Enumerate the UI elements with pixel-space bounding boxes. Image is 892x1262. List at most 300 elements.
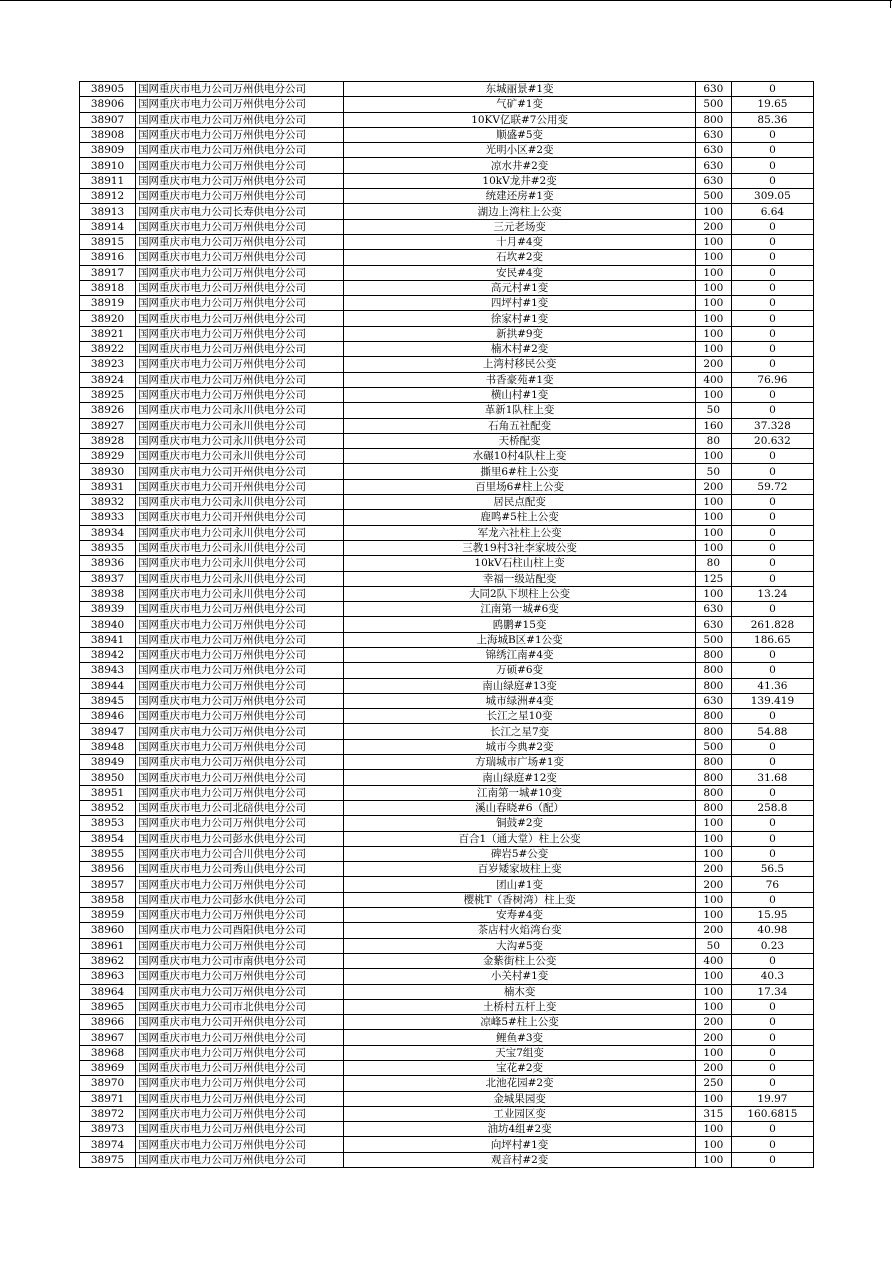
row-id-cell: 38912 <box>80 189 136 204</box>
row-id-cell: 38930 <box>80 464 136 479</box>
row-id-cell: 38967 <box>80 1030 136 1045</box>
row-id-cell: 38943 <box>80 663 136 678</box>
table-row <box>80 647 814 662</box>
transformer-name-cell: 天宝7组变 <box>344 1045 695 1060</box>
capacity-cell: 100 <box>695 540 731 555</box>
table-row <box>80 510 814 525</box>
transformer-name-cell: 新拱#9变 <box>344 326 695 341</box>
transformer-name-cell: 10kV龙井#2变 <box>344 173 695 188</box>
company-cell: 国网重庆市电力公司万州供电分公司 <box>136 724 344 739</box>
transformer-name-cell: 铜鼓#2变 <box>344 816 695 831</box>
table-row <box>80 204 814 219</box>
row-id-cell: 38952 <box>80 800 136 815</box>
row-id-cell: 38954 <box>80 831 136 846</box>
company-cell: 国网重庆市电力公司万州供电分公司 <box>136 311 344 326</box>
value-cell: 139.419 <box>731 693 813 708</box>
value-cell: 0 <box>731 464 813 479</box>
company-cell: 国网重庆市电力公司万州供电分公司 <box>136 1091 344 1106</box>
table-row <box>80 877 814 892</box>
value-cell: 0 <box>731 755 813 770</box>
transformer-name-cell: 南山绿庭#12变 <box>344 770 695 785</box>
company-cell: 国网重庆市电力公司秀山供电分公司 <box>136 862 344 877</box>
table-row <box>80 846 814 861</box>
company-cell: 国网重庆市电力公司开州供电分公司 <box>136 464 344 479</box>
row-id-cell: 38917 <box>80 265 136 280</box>
transformer-name-cell: 江南第一城#6变 <box>344 602 695 617</box>
row-id-cell: 38955 <box>80 846 136 861</box>
company-cell: 国网重庆市电力公司万州供电分公司 <box>136 1076 344 1091</box>
transformer-name-cell: 石坎#2变 <box>344 250 695 265</box>
company-cell: 国网重庆市电力公司万州供电分公司 <box>136 372 344 387</box>
capacity-cell: 50 <box>695 403 731 418</box>
row-id-cell: 38959 <box>80 908 136 923</box>
capacity-cell: 100 <box>695 265 731 280</box>
value-cell: 19.65 <box>731 97 813 112</box>
row-id-cell: 38969 <box>80 1061 136 1076</box>
table-row <box>80 1122 814 1137</box>
company-cell: 国网重庆市电力公司市南供电分公司 <box>136 953 344 968</box>
company-cell: 国网重庆市电力公司永川供电分公司 <box>136 571 344 586</box>
company-cell: 国网重庆市电力公司万州供电分公司 <box>136 663 344 678</box>
table-row <box>80 969 814 984</box>
value-cell: 31.68 <box>731 770 813 785</box>
row-id-cell: 38939 <box>80 602 136 617</box>
capacity-cell: 50 <box>695 464 731 479</box>
transformer-name-cell: 油坊4组#2变 <box>344 1122 695 1137</box>
transformer-name-cell: 楠木村#2变 <box>344 342 695 357</box>
row-id-cell: 38974 <box>80 1137 136 1152</box>
table-row <box>80 1076 814 1091</box>
value-cell: 0 <box>731 143 813 158</box>
transformer-name-cell: 上湾村移民公变 <box>344 357 695 372</box>
table-row <box>80 892 814 907</box>
capacity-cell: 100 <box>695 1045 731 1060</box>
table-body <box>80 82 814 1168</box>
capacity-cell: 800 <box>695 724 731 739</box>
row-id-cell: 38948 <box>80 739 136 754</box>
row-id-cell: 38932 <box>80 495 136 510</box>
value-cell: 309.05 <box>731 189 813 204</box>
company-cell: 国网重庆市电力公司万州供电分公司 <box>136 173 344 188</box>
value-cell: 0 <box>731 265 813 280</box>
company-cell: 国网重庆市电力公司万州供电分公司 <box>136 1152 344 1167</box>
capacity-cell: 800 <box>695 678 731 693</box>
row-id-cell: 38911 <box>80 173 136 188</box>
company-cell: 国网重庆市电力公司万州供电分公司 <box>136 1137 344 1152</box>
company-cell: 国网重庆市电力公司万州供电分公司 <box>136 326 344 341</box>
table-row <box>80 143 814 158</box>
company-cell: 国网重庆市电力公司永川供电分公司 <box>136 586 344 601</box>
table-row <box>80 571 814 586</box>
row-id-cell: 38906 <box>80 97 136 112</box>
table-row <box>80 556 814 571</box>
row-id-cell: 38970 <box>80 1076 136 1091</box>
company-cell: 国网重庆市电力公司万州供电分公司 <box>136 877 344 892</box>
capacity-cell: 800 <box>695 800 731 815</box>
value-cell: 0 <box>731 280 813 295</box>
table-row <box>80 418 814 433</box>
transformer-name-cell: 城市绿洲#4变 <box>344 693 695 708</box>
transformer-name-cell: 安寿#4变 <box>344 908 695 923</box>
company-cell: 国网重庆市电力公司万州供电分公司 <box>136 785 344 800</box>
value-cell: 56.5 <box>731 862 813 877</box>
value-cell: 160.6815 <box>731 1106 813 1121</box>
capacity-cell: 100 <box>695 908 731 923</box>
value-cell: 85.36 <box>731 112 813 127</box>
company-cell: 国网重庆市电力公司万州供电分公司 <box>136 1106 344 1121</box>
capacity-cell: 630 <box>695 693 731 708</box>
capacity-cell: 400 <box>695 953 731 968</box>
table-row <box>80 632 814 647</box>
transformer-name-cell: 楠木变 <box>344 984 695 999</box>
table-row <box>80 173 814 188</box>
row-id-cell: 38916 <box>80 250 136 265</box>
row-id-cell: 38920 <box>80 311 136 326</box>
company-cell: 国网重庆市电力公司彭水供电分公司 <box>136 831 344 846</box>
value-cell: 0 <box>731 495 813 510</box>
capacity-cell: 100 <box>695 326 731 341</box>
capacity-cell: 200 <box>695 1030 731 1045</box>
transformer-name-cell: 幸福一级站配变 <box>344 571 695 586</box>
value-cell: 0 <box>731 357 813 372</box>
value-cell: 0 <box>731 1122 813 1137</box>
capacity-cell: 800 <box>695 770 731 785</box>
table-row <box>80 785 814 800</box>
row-id-cell: 38940 <box>80 617 136 632</box>
capacity-cell: 200 <box>695 357 731 372</box>
table-row <box>80 1045 814 1060</box>
value-cell: 0 <box>731 234 813 249</box>
company-cell: 国网重庆市电力公司永川供电分公司 <box>136 495 344 510</box>
capacity-cell: 400 <box>695 372 731 387</box>
table-row <box>80 862 814 877</box>
company-cell: 国网重庆市电力公司万州供电分公司 <box>136 1061 344 1076</box>
table-row <box>80 908 814 923</box>
value-cell: 0 <box>731 449 813 464</box>
value-cell: 0 <box>731 831 813 846</box>
value-cell: 0 <box>731 510 813 525</box>
company-cell: 国网重庆市电力公司万州供电分公司 <box>136 296 344 311</box>
value-cell: 0 <box>731 556 813 571</box>
row-id-cell: 38924 <box>80 372 136 387</box>
transformer-capacity-table <box>79 81 814 1168</box>
table-row <box>80 296 814 311</box>
company-cell: 国网重庆市电力公司万州供电分公司 <box>136 693 344 708</box>
company-cell: 国网重庆市电力公司合川供电分公司 <box>136 846 344 861</box>
row-id-cell: 38928 <box>80 433 136 448</box>
value-cell: 0 <box>731 311 813 326</box>
table-row <box>80 709 814 724</box>
table-row <box>80 280 814 295</box>
value-cell: 0 <box>731 525 813 540</box>
capacity-cell: 100 <box>695 892 731 907</box>
capacity-cell: 500 <box>695 739 731 754</box>
company-cell: 国网重庆市电力公司永川供电分公司 <box>136 449 344 464</box>
company-cell: 国网重庆市电力公司万州供电分公司 <box>136 709 344 724</box>
row-id-cell: 38975 <box>80 1152 136 1167</box>
capacity-cell: 100 <box>695 969 731 984</box>
row-id-cell: 38941 <box>80 632 136 647</box>
table-row <box>80 1015 814 1030</box>
row-id-cell: 38915 <box>80 234 136 249</box>
company-cell: 国网重庆市电力公司万州供电分公司 <box>136 969 344 984</box>
transformer-name-cell: 茶店村火焰湾台变 <box>344 923 695 938</box>
company-cell: 国网重庆市电力公司万州供电分公司 <box>136 97 344 112</box>
capacity-cell: 315 <box>695 1106 731 1121</box>
value-cell: 0 <box>731 158 813 173</box>
company-cell: 国网重庆市电力公司万州供电分公司 <box>136 158 344 173</box>
row-id-cell: 38971 <box>80 1091 136 1106</box>
row-id-cell: 38960 <box>80 923 136 938</box>
table-row <box>80 265 814 280</box>
capacity-cell: 630 <box>695 127 731 142</box>
capacity-cell: 200 <box>695 1061 731 1076</box>
company-cell: 国网重庆市电力公司万州供电分公司 <box>136 678 344 693</box>
value-cell: 0 <box>731 602 813 617</box>
company-cell: 国网重庆市电力公司万州供电分公司 <box>136 82 344 97</box>
transformer-name-cell: 长江之星10变 <box>344 709 695 724</box>
transformer-name-cell: 碑岩5#公变 <box>344 846 695 861</box>
table-row <box>80 372 814 387</box>
table-row <box>80 693 814 708</box>
row-id-cell: 38963 <box>80 969 136 984</box>
company-cell: 国网重庆市电力公司万州供电分公司 <box>136 908 344 923</box>
row-id-cell: 38956 <box>80 862 136 877</box>
transformer-name-cell: 光明小区#2变 <box>344 143 695 158</box>
capacity-cell: 500 <box>695 189 731 204</box>
row-id-cell: 38942 <box>80 647 136 662</box>
row-id-cell: 38931 <box>80 479 136 494</box>
transformer-name-cell: 南山绿庭#13变 <box>344 678 695 693</box>
row-id-cell: 38907 <box>80 112 136 127</box>
company-cell: 国网重庆市电力公司万州供电分公司 <box>136 739 344 754</box>
table-row <box>80 953 814 968</box>
transformer-name-cell: 锦绣江南#4变 <box>344 647 695 662</box>
transformer-name-cell: 观音村#2变 <box>344 1152 695 1167</box>
row-id-cell: 38947 <box>80 724 136 739</box>
company-cell: 国网重庆市电力公司永川供电分公司 <box>136 418 344 433</box>
capacity-cell: 100 <box>695 449 731 464</box>
value-cell: 0 <box>731 296 813 311</box>
capacity-cell: 80 <box>695 556 731 571</box>
transformer-name-cell: 统建还房#1变 <box>344 189 695 204</box>
capacity-cell: 100 <box>695 999 731 1014</box>
transformer-name-cell: 水碾10村4队柱上变 <box>344 449 695 464</box>
table-row <box>80 831 814 846</box>
row-id-cell: 38910 <box>80 158 136 173</box>
row-id-cell: 38929 <box>80 449 136 464</box>
row-id-cell: 38927 <box>80 418 136 433</box>
value-cell: 20.632 <box>731 433 813 448</box>
transformer-name-cell: 金城果园变 <box>344 1091 695 1106</box>
transformer-name-cell: 金紫街柱上公变 <box>344 953 695 968</box>
table-row <box>80 97 814 112</box>
company-cell: 国网重庆市电力公司开州供电分公司 <box>136 479 344 494</box>
value-cell: 40.3 <box>731 969 813 984</box>
transformer-name-cell: 三元老场变 <box>344 219 695 234</box>
row-id-cell: 38961 <box>80 938 136 953</box>
row-id-cell: 38936 <box>80 556 136 571</box>
capacity-cell: 100 <box>695 1091 731 1106</box>
transformer-name-cell: 凉水井#2变 <box>344 158 695 173</box>
company-cell: 国网重庆市电力公司万州供电分公司 <box>136 127 344 142</box>
transformer-name-cell: 万硕#6变 <box>344 663 695 678</box>
table-row <box>80 984 814 999</box>
row-id-cell: 38919 <box>80 296 136 311</box>
row-id-cell: 38946 <box>80 709 136 724</box>
transformer-name-cell: 小关村#1变 <box>344 969 695 984</box>
transformer-name-cell: 四坪村#1变 <box>344 296 695 311</box>
table-row <box>80 724 814 739</box>
transformer-name-cell: 鸥鹏#15变 <box>344 617 695 632</box>
value-cell: 0 <box>731 127 813 142</box>
capacity-cell: 100 <box>695 846 731 861</box>
capacity-cell: 100 <box>695 525 731 540</box>
table-row <box>80 540 814 555</box>
value-cell: 0 <box>731 1061 813 1076</box>
value-cell: 0 <box>731 173 813 188</box>
capacity-cell: 100 <box>695 311 731 326</box>
capacity-cell: 630 <box>695 158 731 173</box>
transformer-name-cell: 土桥村五杆上变 <box>344 999 695 1014</box>
capacity-cell: 100 <box>695 387 731 402</box>
capacity-cell: 200 <box>695 862 731 877</box>
company-cell: 国网重庆市电力公司永川供电分公司 <box>136 403 344 418</box>
transformer-name-cell: 气矿#1变 <box>344 97 695 112</box>
row-id-cell: 38964 <box>80 984 136 999</box>
company-cell: 国网重庆市电力公司万州供电分公司 <box>136 647 344 662</box>
capacity-cell: 200 <box>695 219 731 234</box>
table-row <box>80 1152 814 1167</box>
table-row <box>80 586 814 601</box>
transformer-name-cell: 大同2队下坝柱上公变 <box>344 586 695 601</box>
transformer-name-cell: 东城丽景#1变 <box>344 82 695 97</box>
value-cell: 76.96 <box>731 372 813 387</box>
capacity-cell: 630 <box>695 602 731 617</box>
transformer-name-cell: 革新1队柱上变 <box>344 403 695 418</box>
value-cell: 0 <box>731 403 813 418</box>
value-cell: 0 <box>731 785 813 800</box>
value-cell: 186.65 <box>731 632 813 647</box>
row-id-cell: 38905 <box>80 82 136 97</box>
value-cell: 0 <box>731 647 813 662</box>
table-row <box>80 403 814 418</box>
row-id-cell: 38918 <box>80 280 136 295</box>
capacity-cell: 100 <box>695 250 731 265</box>
company-cell: 国网重庆市电力公司开州供电分公司 <box>136 1015 344 1030</box>
company-cell: 国网重庆市电力公司万州供电分公司 <box>136 357 344 372</box>
table-row <box>80 112 814 127</box>
table-row <box>80 250 814 265</box>
value-cell: 59.72 <box>731 479 813 494</box>
transformer-name-cell: 百里场6#柱上公变 <box>344 479 695 494</box>
company-cell: 国网重庆市电力公司万州供电分公司 <box>136 938 344 953</box>
capacity-cell: 100 <box>695 495 731 510</box>
table-row <box>80 525 814 540</box>
table-row <box>80 189 814 204</box>
table-row <box>80 433 814 448</box>
value-cell: 0 <box>731 219 813 234</box>
transformer-name-cell: 撕里6#柱上公变 <box>344 464 695 479</box>
capacity-cell: 800 <box>695 709 731 724</box>
row-id-cell: 38937 <box>80 571 136 586</box>
table-row <box>80 219 814 234</box>
transformer-name-cell: 居民点配变 <box>344 495 695 510</box>
transformer-name-cell: 宝花#2变 <box>344 1061 695 1076</box>
row-id-cell: 38950 <box>80 770 136 785</box>
row-id-cell: 38933 <box>80 510 136 525</box>
table-row <box>80 342 814 357</box>
company-cell: 国网重庆市电力公司万州供电分公司 <box>136 280 344 295</box>
table-row <box>80 357 814 372</box>
table-row <box>80 678 814 693</box>
capacity-cell: 200 <box>695 479 731 494</box>
transformer-name-cell: 高元村#1变 <box>344 280 695 295</box>
value-cell: 0 <box>731 250 813 265</box>
row-id-cell: 38966 <box>80 1015 136 1030</box>
table-row <box>80 999 814 1014</box>
row-id-cell: 38953 <box>80 816 136 831</box>
transformer-name-cell: 军龙六社柱上公变 <box>344 525 695 540</box>
value-cell: 0 <box>731 1015 813 1030</box>
company-cell: 国网重庆市电力公司永川供电分公司 <box>136 556 344 571</box>
capacity-cell: 100 <box>695 234 731 249</box>
company-cell: 国网重庆市电力公司万州供电分公司 <box>136 112 344 127</box>
row-id-cell: 38922 <box>80 342 136 357</box>
capacity-cell: 100 <box>695 831 731 846</box>
value-cell: 40.98 <box>731 923 813 938</box>
row-id-cell: 38934 <box>80 525 136 540</box>
company-cell: 国网重庆市电力公司万州供电分公司 <box>136 234 344 249</box>
table-row <box>80 800 814 815</box>
capacity-cell: 630 <box>695 143 731 158</box>
company-cell: 国网重庆市电力公司万州供电分公司 <box>136 219 344 234</box>
transformer-name-cell: 湖边上湾柱上公变 <box>344 204 695 219</box>
value-cell: 0 <box>731 540 813 555</box>
table-row <box>80 449 814 464</box>
table-row <box>80 923 814 938</box>
row-id-cell: 38926 <box>80 403 136 418</box>
table-row <box>80 1030 814 1045</box>
row-id-cell: 38921 <box>80 326 136 341</box>
value-cell: 0 <box>731 1045 813 1060</box>
capacity-cell: 630 <box>695 173 731 188</box>
transformer-name-cell: 团山#1变 <box>344 877 695 892</box>
table-row <box>80 387 814 402</box>
company-cell: 国网重庆市电力公司永川供电分公司 <box>136 433 344 448</box>
capacity-cell: 100 <box>695 342 731 357</box>
row-id-cell: 38925 <box>80 387 136 402</box>
capacity-cell: 500 <box>695 97 731 112</box>
transformer-name-cell: 三教19村3社李家坡公变 <box>344 540 695 555</box>
value-cell: 6.64 <box>731 204 813 219</box>
table-row <box>80 1106 814 1121</box>
capacity-cell: 800 <box>695 112 731 127</box>
value-cell: 0 <box>731 709 813 724</box>
value-cell: 0.23 <box>731 938 813 953</box>
row-id-cell: 38949 <box>80 755 136 770</box>
transformer-name-cell: 十月#4变 <box>344 234 695 249</box>
table-row <box>80 326 814 341</box>
table-row <box>80 602 814 617</box>
table-row <box>80 479 814 494</box>
transformer-name-cell: 凉峰5#柱上公变 <box>344 1015 695 1030</box>
company-cell: 国网重庆市电力公司万州供电分公司 <box>136 816 344 831</box>
row-id-cell: 38913 <box>80 204 136 219</box>
capacity-cell: 200 <box>695 877 731 892</box>
transformer-name-cell: 城市今典#2变 <box>344 739 695 754</box>
transformer-name-cell: 江南第一城#10变 <box>344 785 695 800</box>
